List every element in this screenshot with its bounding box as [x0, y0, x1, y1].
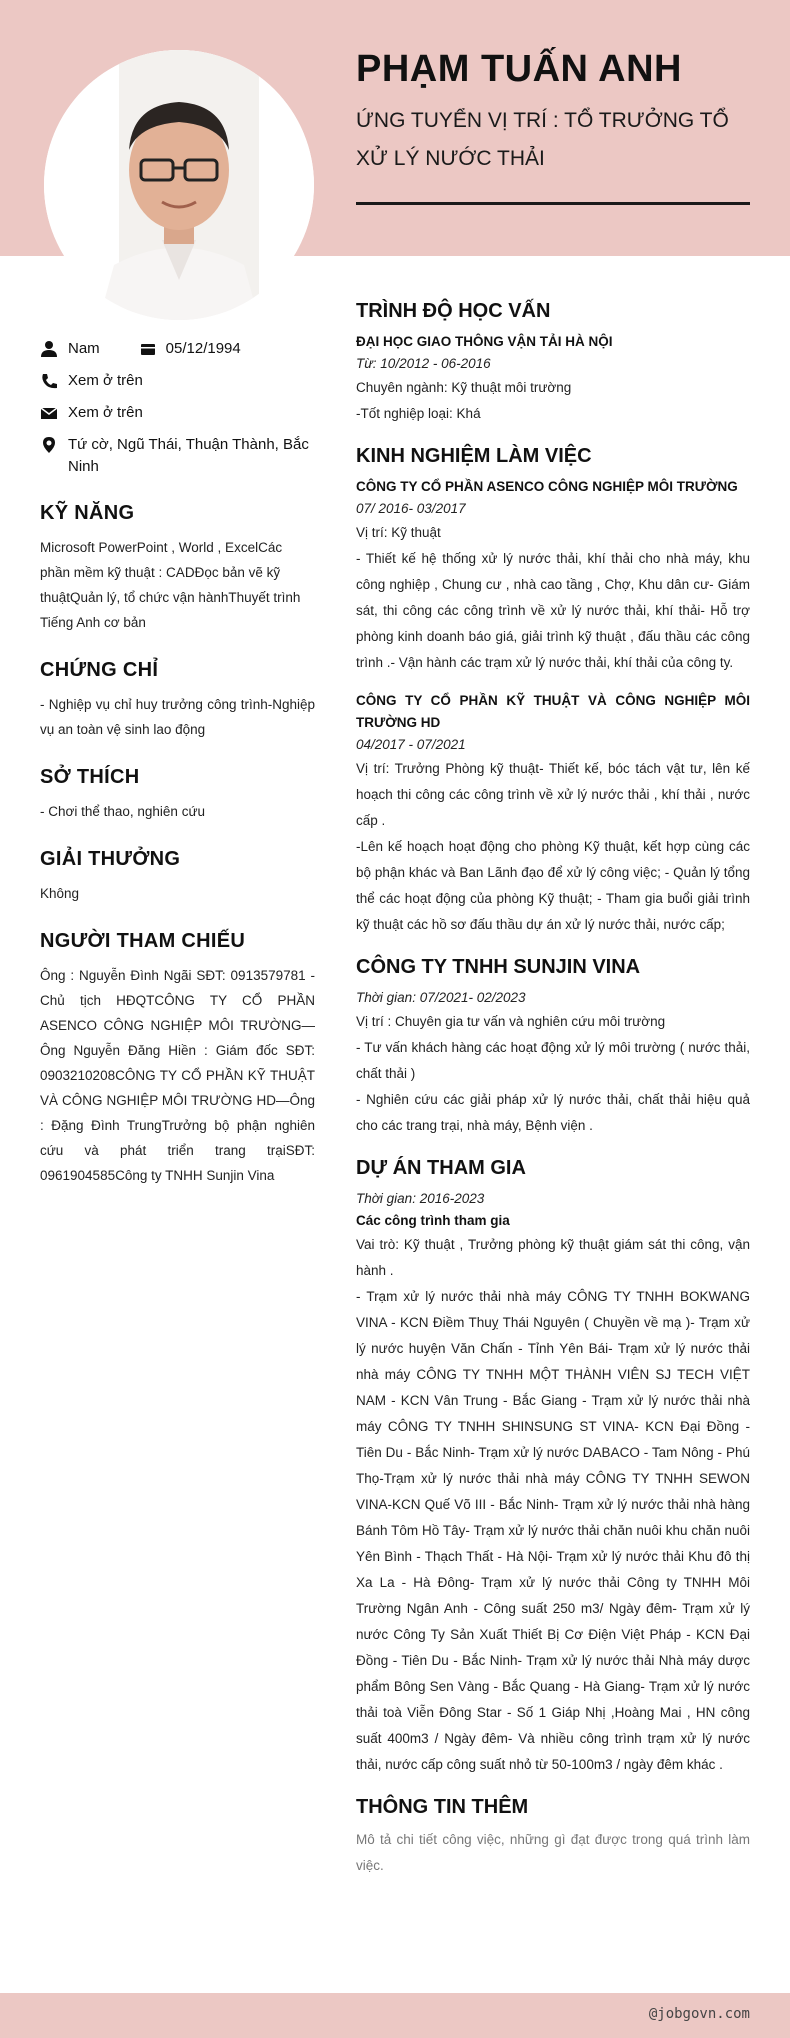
skills-text: Microsoft PowerPoint , World , ExcelCác phần mềm kỹ thuật : CADĐọc bản vẽ kỹ thuậtQuản lý, tổ chức vận hànhThuyết trình Tiếng Anh cơ bản [40, 540, 301, 630]
candidate-name: PHẠM TUẤN ANH [356, 48, 682, 90]
header-divider [356, 202, 750, 205]
address-row [40, 434, 315, 478]
more-info-text: Mô tả chi tiết công việc, những gì đạt được trong quá trình làm việc. [356, 1832, 750, 1873]
education-period: Từ: 10/2012 - 06-2016 [356, 356, 491, 371]
awards-title: GIẢI THƯỞNG [40, 848, 181, 870]
right-column [356, 300, 750, 1879]
hobbies-text: - Chơi thể thao, nghiên cứu [40, 804, 205, 819]
job-company: CÔNG TY CỔ PHẦN KỸ THUẬT VÀ CÔNG NGHIỆP MÔI TRƯỜNG HD [356, 693, 750, 730]
experience-title: KINH NGHIỆM LÀM VIỆC [356, 445, 592, 467]
projects-description: - Trạm xử lý nước thải nhà máy CÔNG TY TNHH BOKWANG VINA - KCN Điềm Thuỵ Thái Nguyên ( Chuyền về mạ )- Trạm xử lý nước huyện Văn Chấn - Tỉnh Yên Bái- Trạm xử lý nước thải nhà máy CÔNG TY TNHH MỘT THÀNH VIÊN SJ TECH VIỆT NAM - KCN Vân Trung - Bắc Giang - Trạm xử lý nước thải nhà máy CÔNG TY TNHH SHINSUNG ST VINA- KCN Đại Đồng - Tiên Du - Bắc Ninh- Trạm xử lý nước DABACO - Tam Nông - Phú Thọ-Trạm xử lý nước thải nhà máy CÔNG TY TNHH SEWON VINA-KCN Quế Võ III - Bắc Ninh- Trạm xử lý nước thải nhà hàng Bánh Tôm Hồ Tây- Trạm xử lý nước thải chăn nuôi khu chăn nuôi Yên Bình - Thạch Thất - Hà Nội- Trạm xử lý nước thải Khu đô thị Xa La - Hà Đông- Trạm xử lý nước thải Công ty TNHH Môi Trường Ngân Anh - Công suất 250 m3/ Ngày đêm- Trạm xử lý nước Công Ty Sản Xuất Thiết Bị Cơ Điện Việt Pháp - KCN Đại Đồng - Tiên Du - Bắc Ninh- Trạm xử lý nước thải Nhà máy dược phẩm Bông Sen Vàng - Bắc Quang - Hà Giang- Trạm xử lý nước thải toà Viễn Đông Star - Số 1 Giáp Nhị ,Hoàng Mai , HN công suất 400m3 / Ngày đêm- Và nhiều công trình trạm xử lý nước thải, nước cấp công suất nhỏ từ 50-100m3 / ngày đêm khác . [356, 1289, 750, 1772]
education-grade: -Tốt nghiệp loại: Khá [356, 406, 481, 421]
certificates-title: CHỨNG CHỈ [40, 659, 159, 681]
awards-text: Không [40, 886, 80, 901]
phone-row [40, 370, 315, 392]
birthday-value: 05/12/1994 [165, 340, 241, 357]
hobbies-title: SỞ THÍCH [40, 766, 140, 788]
projects-role: Vai trò: Kỹ thuật , Trưởng phòng kỹ thuật giám sát thi công, vận hành . [356, 1237, 750, 1278]
phone-value: Xem ở trên [68, 372, 143, 389]
education-title: TRÌNH ĐỘ HỌC VẤN [356, 300, 551, 322]
person-icon [40, 340, 58, 358]
job-company: CÔNG TY CỔ PHẦN ASENCO CÔNG NGHIỆP MÔI TRƯỜNG [356, 479, 738, 494]
job-entry [356, 476, 750, 676]
references-title: NGƯỜI THAM CHIẾU [40, 930, 246, 952]
left-column [40, 338, 315, 1188]
references-text: Ông : Nguyễn Đình Ngãi SĐT: 0913579781 - Chủ tịch HĐQTCÔNG TY CỔ PHẦN ASENCO CÔNG NGHIỆP MÔI TRƯỜNG—Ông Nguyễn Đăng Hiền : Giám đốc SĐT: 0903210208CÔNG TY CỔ PHẦN KỸ THUẬT VÀ CÔNG NGHIỆP MÔI TRƯỜNG HD—Ông : Đặng Đình TrungTrưởng bộ phận nghiên cứu và phát triển trang trạiSĐT: 0961904585Công ty TNHH Sunjin Vina [40, 968, 315, 1183]
job-role: Vị trí: Kỹ thuật [356, 525, 441, 540]
skills-title: KỸ NĂNG [40, 502, 135, 524]
applied-position: ỨNG TUYỂN VỊ TRÍ : TỔ TRƯỞNG TỔ XỬ LÝ NƯỚC THẢI [356, 109, 729, 170]
person-portrait-icon [44, 50, 314, 320]
job-description: - Thiết kế hệ thống xử lý nước thải, khí thải cho nhà máy, khu công nghiệp , Chung cư , nhà cao tầng , Chợ, Khu dân cư- Giám sát, thi công các công trình về xử lý nước thải, khí thải- Hỗ trợ phòng kinh doanh báo giá, giải trình kỹ thuật , đấu thầu các công trình .- Vận hành các trạm xử lý nước thải, khí thải của công ty. [356, 551, 750, 670]
gender-value: Nam [68, 340, 100, 357]
profile-photo [44, 50, 314, 320]
calendar-icon [140, 341, 156, 357]
email-row [40, 402, 315, 424]
gender-birthday-row [40, 338, 315, 360]
location-pin-icon [40, 436, 58, 454]
job-period: 04/2017 - 07/2021 [356, 737, 466, 752]
email-value: Xem ở trên [68, 404, 143, 421]
certificates-text: - Nghiệp vụ chỉ huy trưởng công trình-Nghiệp vụ an toàn vệ sinh lao động [40, 697, 315, 737]
more-info-title: THÔNG TIN THÊM [356, 1796, 529, 1818]
footer-brand[interactable]: @jobgovn.com [648, 2006, 750, 2022]
sunjin-line-1: - Tư vấn khách hàng các hoạt động xử lý môi trường ( nước thải, chất thải ) [356, 1040, 750, 1081]
footer-band [0, 1993, 790, 2038]
phone-icon [40, 372, 58, 390]
education-school: ĐẠI HỌC GIAO THÔNG VẬN TẢI HÀ NỘI [356, 334, 613, 349]
sunjin-role: Vị trí : Chuyên gia tư vấn và nghiên cứu môi trường [356, 1014, 666, 1029]
projects-period: Thời gian: 2016-2023 [356, 1191, 485, 1206]
job-period: 07/ 2016- 03/2017 [356, 501, 466, 516]
projects-title: DỰ ÁN THAM GIA [356, 1157, 526, 1179]
sunjin-line-2: - Nghiên cứu các giải pháp xử lý nước thải, chất thải hiệu quả cho các trang trại, nhà máy, Bệnh viện . [356, 1092, 750, 1133]
sunjin-period: Thời gian: 07/2021- 02/2023 [356, 990, 526, 1005]
mail-icon [40, 404, 58, 422]
job-description: -Lên kế hoạch hoạt động cho phòng Kỹ thuật, kết hợp cùng các bộ phận khác và Ban Lãnh đạo để xử lý công việc; - Quản lý tổng thể các hoạt động của phòng Kỹ thuật; - Tham gia buổi giải trình kỹ thuật các hồ sơ đấu thầu dự án xử lý nước thải, nước cấp; [356, 839, 750, 932]
address-value: Tứ cờ, Ngũ Thái, Thuận Thành, Bắc Ninh [68, 436, 309, 475]
education-major: Chuyên ngành: Kỹ thuật môi trường [356, 380, 572, 395]
sunjin-title: CÔNG TY TNHH SUNJIN VINA [356, 956, 641, 978]
job-entry [356, 690, 750, 938]
job-role: Vị trí: Trưởng Phòng kỹ thuật- Thiết kế, bóc tách vật tư, lên kế hoạch thi công các công trình về xử lý nước thải , khí thải , nước cấp . [356, 761, 750, 828]
projects-subtitle: Các công trình tham gia [356, 1213, 510, 1228]
